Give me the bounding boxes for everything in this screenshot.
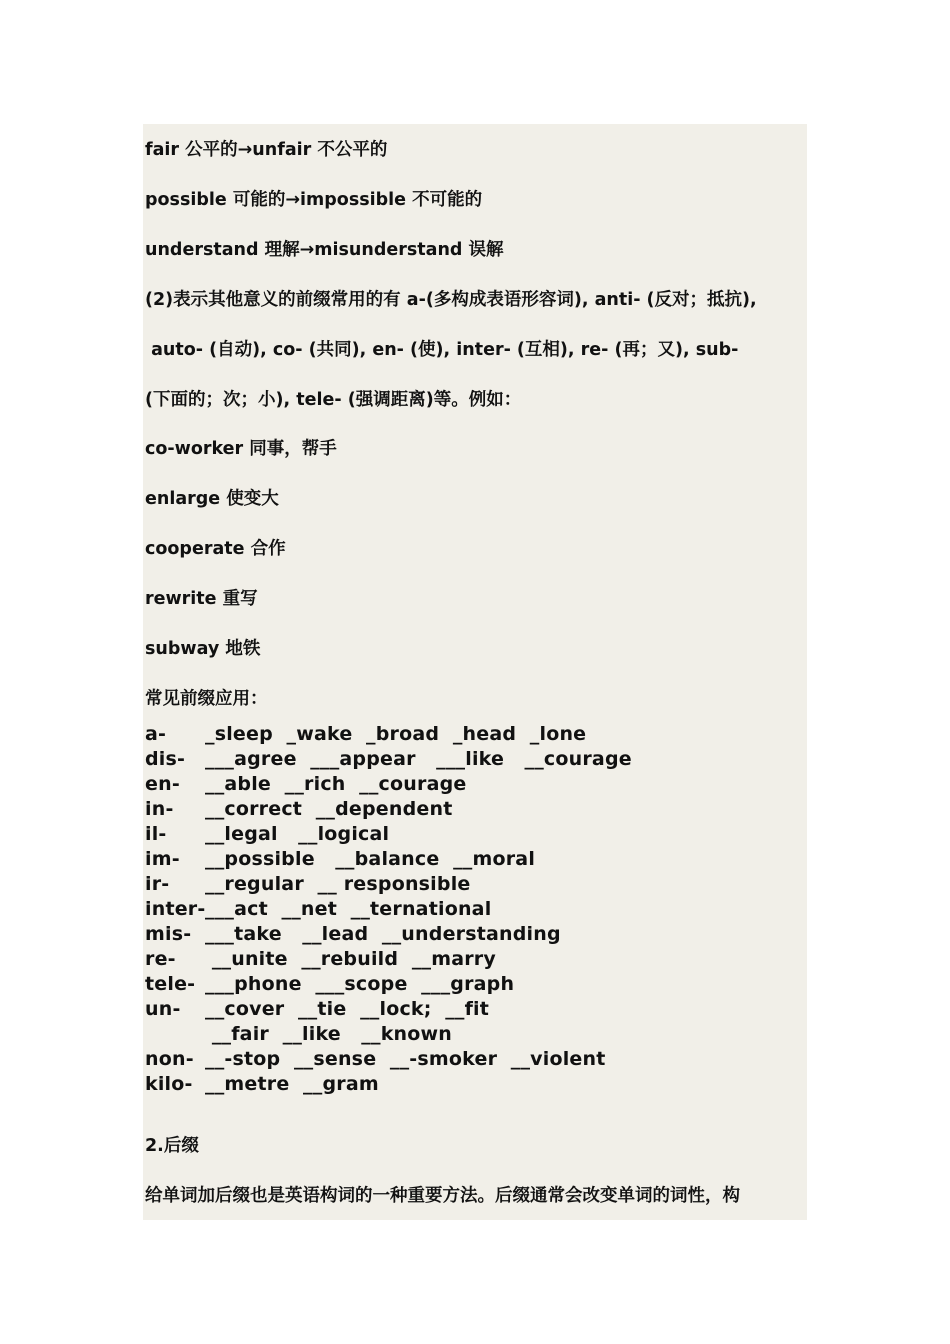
suffix-intro: 给单词加后缀也是英语构词的一种重要方法。后缀通常会改变单词的词性，构 [145,1186,740,1206]
exercise-words: ___phone ___scope ___graph [205,973,515,995]
exercise-prefix: en- [145,773,180,795]
exercise-row [145,747,632,771]
exercise-prefix: re- [145,948,176,970]
exercise-prefix: im- [145,848,180,870]
example-understand: understand 理解→misunderstand 误解 [145,240,504,260]
exercise-words: __unite __rebuild __marry [205,948,496,970]
exercise-prefix: inter- [145,898,206,920]
exercise-prefix: in- [145,798,174,820]
exercise-prefix: dis- [145,748,186,770]
exercise-words: __-stop __sense __-smoker __violent [205,1048,606,1070]
exercise-prefix: tele- [145,973,196,995]
exercise-words: __regular __ responsible [205,873,471,895]
exercise-words: __correct __dependent [205,798,453,820]
exercise-prefix: il- [145,823,167,845]
exercise-row [145,997,489,1021]
exercise-words: __legal __logical [205,823,390,845]
exercise-prefix: mis- [145,923,192,945]
example-enlarge: enlarge 使变大 [145,489,279,509]
exercise-prefix: a- [145,723,167,745]
example-rewrite: rewrite 重写 [145,589,258,609]
exercise-row [145,897,491,921]
exercise-row [145,872,471,896]
example-possible: possible 可能的→impossible 不可能的 [145,190,483,210]
exercise-row [145,1047,606,1071]
exercise-words: __possible __balance __moral [205,848,536,870]
exercise-prefix: kilo- [145,1073,193,1095]
exercise-prefix: ir- [145,873,170,895]
exercise-row [145,722,586,746]
example-subway: subway 地铁 [145,639,261,659]
exercise-prefix: un- [145,998,181,1020]
exercise-words: __cover __tie __lock; __fit [205,998,490,1020]
example-cooperate: cooperate 合作 [145,539,286,559]
exercise-row [145,822,389,846]
prefix-description-line-2: auto- (自动), co- (共同), en- (使), inter- (互相), re- (再；又), sub- [145,340,739,360]
example-fair: fair 公平的→unfair 不公平的 [145,140,388,160]
exercise-row [145,947,496,971]
exercise-words: __fair __like __known [205,1023,452,1045]
exercise-words: ___agree ___appear ___like __courage [205,748,632,770]
exercise-words: ___act __net __ternational [205,898,492,920]
exercise-words: _sleep _wake _broad _head _lone [205,723,587,745]
section-title-suffix: 2.后缀 [145,1136,199,1156]
prefix-description-line-1: (2)表示其他意义的前缀常用的有 a-(多构成表语形容词), anti- (反对；抵抗), [145,290,757,310]
exercise-row [145,972,514,996]
exercise-row [145,797,453,821]
exercise-row [145,1022,452,1046]
exercise-words: ___take __lead __understanding [205,923,561,945]
common-prefix-heading: 常见前缀应用： [145,689,268,709]
exercise-row [145,772,466,796]
example-co-worker: co-worker 同事，帮手 [145,439,337,459]
exercise-row [145,922,561,946]
exercise-words: __metre __gram [205,1073,379,1095]
prefix-description-line-3: (下面的；次；小), tele- (强调距离)等。例如： [145,390,522,410]
exercise-row [145,847,535,871]
exercise-words: __able __rich __courage [205,773,467,795]
exercise-row [145,1072,379,1096]
exercise-prefix: non- [145,1048,194,1070]
